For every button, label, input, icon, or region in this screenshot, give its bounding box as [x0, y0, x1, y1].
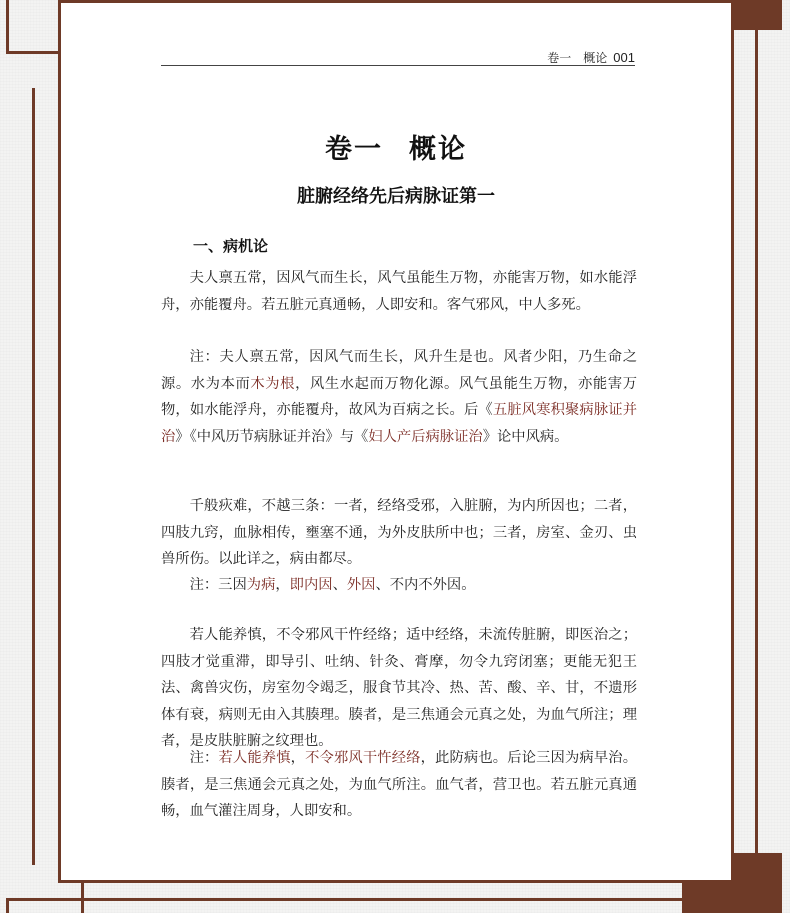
text-segment: 、不内不外因。 [375, 577, 476, 593]
frame-left-inner-line [32, 88, 35, 865]
frame-bottom-right-block-lower [682, 881, 782, 913]
text-segment: 千般疢难，不越三条：一者，经络受邪，入脏腑，为内所因也；二者，四肢九窍，血脉相传，壅塞不通，为外皮肤所中也；三者，房室、金刃、虫兽所伤。以此详之，病由都尽。 [161, 498, 637, 567]
section-title: 脏腑经络先后病脉证第一 [297, 186, 495, 207]
frame-bottom-left-vertical [6, 898, 9, 913]
text-segment: 夫人禀五常，因风气而生长，风升生是也。风者少阳，乃生命之源。水为本而 [161, 349, 638, 392]
highlighted-text: 不令邪风干忤经络 [305, 750, 421, 766]
note-3 [161, 745, 637, 825]
text-segment: 若人能养慎，不令邪风干忤经络；适中经络，未流传脏腑，即医治之；四肢才觉重滞，即导引、吐纳、针灸、膏摩，勿令九窍闭塞；更能无犯王法、禽兽灾伤，房室勿令竭乏，服食节其冷、热、苦、酸、辛、甘，不遗形体有衰，病则无由入其腠理。腠者，是三焦通会元真之处，为血气所注；理者，是皮肤脏腑之纹理也。 [161, 627, 637, 749]
page-number: 001 [613, 50, 635, 65]
frame-bottom-vertical [81, 881, 84, 913]
chapter-name: 概论 [409, 134, 467, 165]
highlighted-text: 木为根 [250, 375, 296, 392]
running-head-label: 卷一 概论 [547, 51, 608, 65]
text-segment: ， [290, 750, 306, 766]
sub-heading: 一、病机论 [193, 237, 269, 255]
note-2 [161, 572, 637, 599]
text-segment: ， [275, 577, 290, 593]
text-segment: 》《中风历节病脉证并治》与《 [175, 428, 369, 445]
text-segment: ，此防病也。后论三因为病早治。腠者，是三焦通会元真之处，为血气所注。血气者，营卫也。若五脏元真通畅，血气灌注周身，人即安和。 [161, 750, 638, 819]
paragraph-2 [161, 493, 637, 573]
text-segment: 注：三因 [189, 577, 247, 593]
frame-right-line-1 [731, 0, 734, 860]
highlighted-text: 若人能养慎 [218, 750, 291, 766]
book-page [58, 0, 731, 883]
text-segment: 》论中风病。 [482, 428, 569, 445]
running-head [161, 49, 635, 66]
frame-bottom-horizontal [6, 898, 686, 901]
text-segment: 注： [189, 349, 220, 365]
frame-top-left-horizontal [6, 51, 60, 54]
paragraph-3 [161, 622, 637, 755]
chapter-title [61, 127, 731, 166]
highlighted-text: 为病 [246, 577, 276, 593]
highlighted-text: 五脏风寒积聚病脉证并治 [161, 402, 638, 445]
frame-right-line-2 [755, 0, 758, 860]
text-segment: 夫人禀五常，因风气而生长，风气虽能生万物，亦能害万物，如水能浮舟，亦能覆舟。若五脏元真通畅，人即安和。客气邪风，中人多死。 [161, 270, 637, 313]
note-1 [161, 344, 637, 450]
chapter-part: 卷一 [325, 134, 383, 165]
highlighted-text: 妇人产后病脉证治 [368, 428, 483, 445]
header-rule [161, 65, 635, 66]
text-segment: 注： [189, 750, 219, 766]
paragraph-1 [161, 265, 637, 318]
text-segment: ，风生水起而万物化源。风气虽能生万物，亦能害万物，如水能浮舟，亦能覆舟，故风为百病之长。后《 [161, 375, 638, 418]
text-segment: 、 [332, 577, 347, 593]
highlighted-text: 即内因 [289, 577, 333, 593]
highlighted-text: 外因 [346, 577, 376, 593]
frame-top-left-vertical [6, 0, 9, 54]
